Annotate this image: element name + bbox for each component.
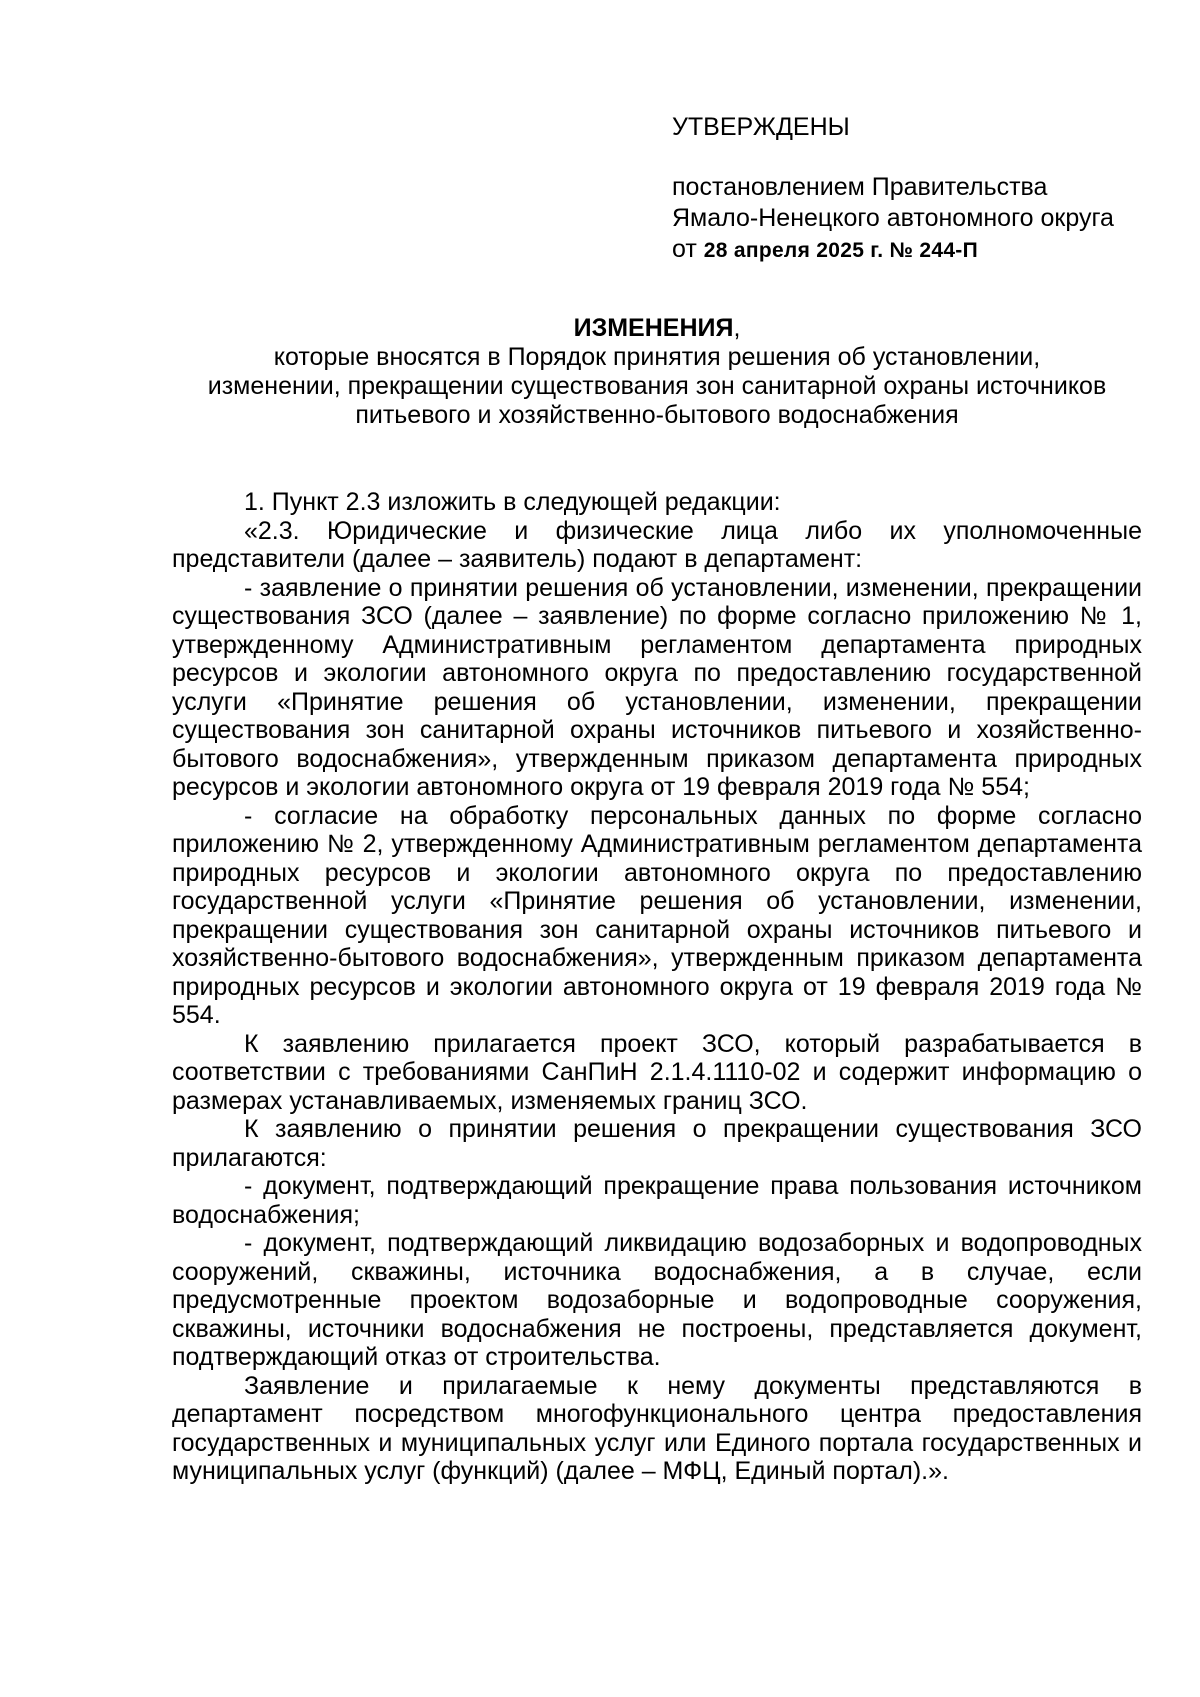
approval-date-line	[672, 234, 1172, 266]
document-body	[172, 488, 1142, 1486]
approval-line-1: постановлением Правительства	[672, 173, 1048, 201]
body-paragraph: - согласие на обработку персональных данных по форме согласно приложению № 2, утвержденному Административным регламентом департамента природных ресурсов и экологии автономного округа по предоставлению государственной услуги «Принятие решения об установлении, изменении, прекращении существования зон санитарной охраны источников питьевого и хозяйственно-бытового водоснабжения», утвержденным приказом департамента природных ресурсов и экологии автономного округа от 19 февраля 2019 года № 554.	[172, 801, 1142, 1029]
body-paragraph: 1. Пункт 2.3 изложить в следующей редакции:	[244, 488, 781, 516]
body-paragraph: Заявление и прилагаемые к нему документы представляются в департамент посредством многофункционального центра предоставления государственных и муниципальных услуг или Единого портала государственных и муниципальных услуг (функций) (далее – МФЦ, Единый портал).».	[172, 1371, 1142, 1485]
heading-subtitle-line-1: которые вносятся в Порядок принятия решения об установлении,	[273, 343, 1041, 371]
heading-title-suffix: ,	[733, 314, 741, 342]
approval-date-prefix: от	[672, 235, 697, 263]
heading-title-line	[172, 314, 1142, 343]
approval-block	[672, 112, 1172, 266]
document-heading	[172, 314, 1142, 430]
body-paragraph: К заявлению о принятии решения о прекращении существования ЗСО прилагаются:	[172, 1115, 1142, 1172]
body-paragraph: «2.3. Юридические и физические лица либо их уполномоченные представители (далее – заявитель) подают в департамент:	[172, 516, 1142, 573]
heading-subtitle-line-3: питьевого и хозяйственно-бытового водоснабжения	[355, 401, 959, 429]
body-paragraph: К заявлению прилагается проект ЗСО, который разрабатывается в соответствии с требованиями СанПиН 2.1.4.1110-02 и содержит информацию о размерах устанавливаемых, изменяемых границ ЗСО.	[172, 1029, 1142, 1115]
heading-subtitle-line-2: изменении, прекращении существования зон санитарной охраны источников	[207, 372, 1107, 400]
body-paragraph: - заявление о принятии решения об установлении, изменении, прекращении существования ЗСО (далее – заявление) по форме согласно приложению № 1, утвержденному Административным регламентом департамента природных ресурсов и экологии автономного округа по предоставлению государственной услуги «Принятие решения об установлении, изменении, прекращении существования зон санитарной охраны источников питьевого и хозяйственно-бытового водоснабжения», утвержденным приказом департамента природных ресурсов и экологии автономного округа от 19 февраля 2019 года № 554;	[172, 573, 1142, 801]
body-paragraph: - документ, подтверждающий ликвидацию водозаборных и водопроводных сооружений, скважины, источника водоснабжения, а в случае, если предусмотренные проектом водозаборные и водопроводные сооружения, скважины, источники водоснабжения не построены, представляется документ, подтверждающий отказ от строительства.	[172, 1229, 1142, 1371]
approval-date-number: 28 апреля 2025 г. № 244-П	[703, 239, 978, 262]
approval-line-2: Ямало-Ненецкого автономного округа	[672, 204, 1114, 232]
heading-title: ИЗМЕНЕНИЯ	[573, 314, 734, 342]
body-paragraph: - документ, подтверждающий прекращение права пользования источником водоснабжения;	[172, 1172, 1142, 1229]
approval-stamp: УТВЕРЖДЕНЫ	[672, 113, 850, 141]
